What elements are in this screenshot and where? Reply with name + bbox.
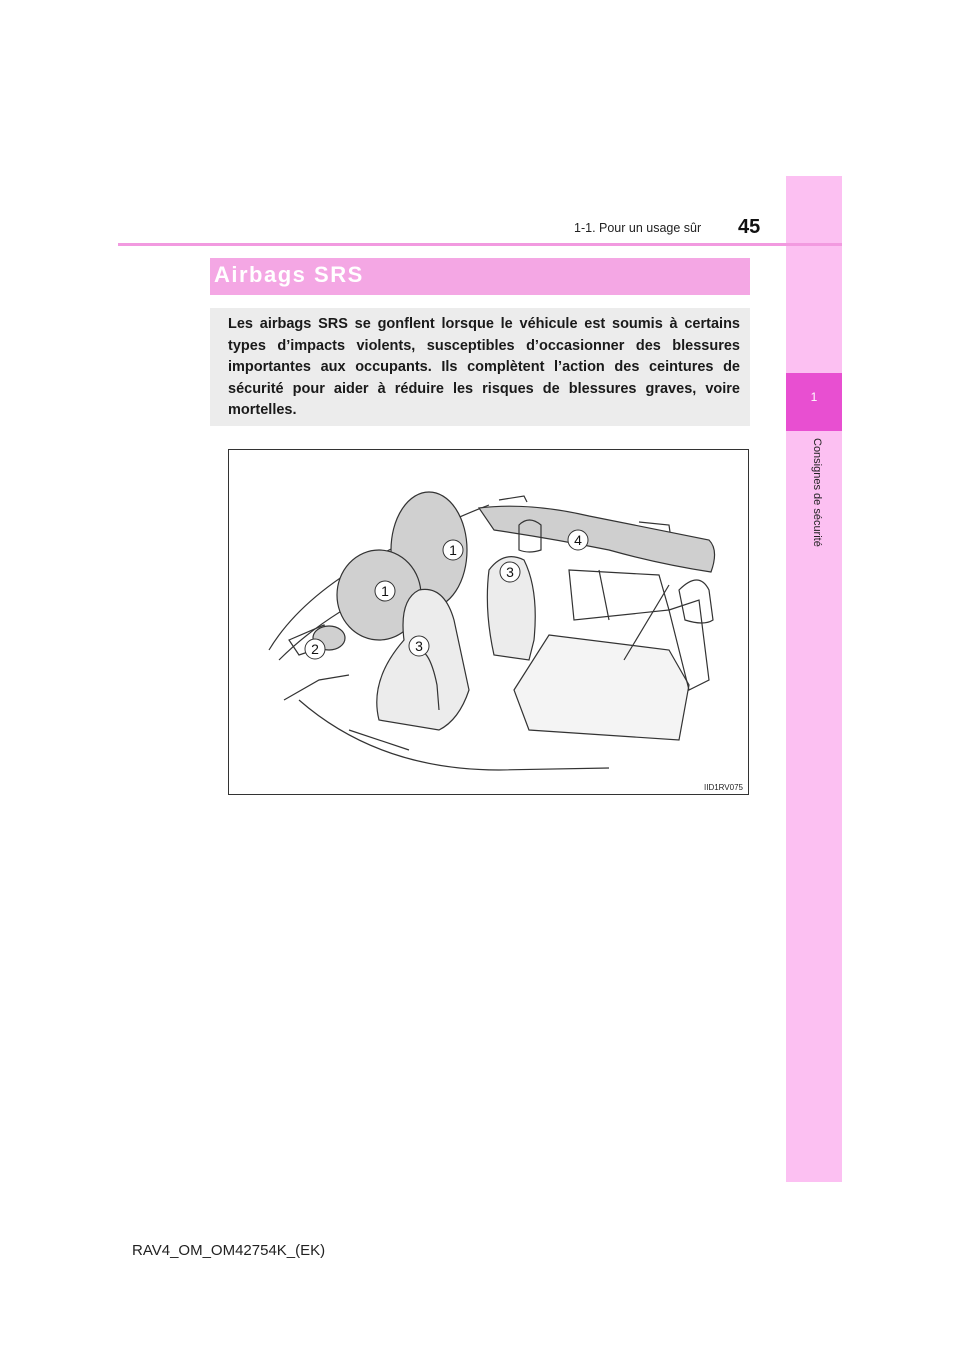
callout-1-top-label: 1 bbox=[449, 542, 457, 558]
car-interior-drawing bbox=[229, 450, 748, 794]
callout-3-upper-label: 3 bbox=[506, 564, 514, 580]
callout-3-lower-label: 3 bbox=[415, 638, 423, 654]
chapter-side-tab bbox=[786, 176, 842, 1182]
chapter-number: 1 bbox=[810, 390, 818, 404]
document-footer: RAV4_OM_OM42754K_(EK) bbox=[132, 1242, 326, 1259]
section-reference: 1-1. Pour un usage sûr bbox=[574, 221, 702, 235]
section-title: Airbags SRS bbox=[214, 262, 364, 287]
callout-4-label: 4 bbox=[574, 532, 582, 548]
page-number: 45 bbox=[738, 216, 761, 238]
callout-2-label: 2 bbox=[311, 641, 319, 657]
header-divider bbox=[118, 243, 842, 246]
figure-id: IID1RV075 bbox=[704, 783, 743, 792]
callout-1-lower-label: 1 bbox=[381, 583, 389, 599]
chapter-label: Consignes de sécurité bbox=[811, 438, 823, 547]
intro-paragraph: Les airbags SRS se gonflent lorsque le véhicule est soumis à certains types d’impacts violents, susceptibles d’occasionner des blessures importantes aux occupants. Ils complètent l’action des ceintures de sécurité pour aider à réduire les risques de blessures graves, voire mortelles. bbox=[228, 316, 740, 418]
airbag-illustration bbox=[228, 449, 749, 795]
